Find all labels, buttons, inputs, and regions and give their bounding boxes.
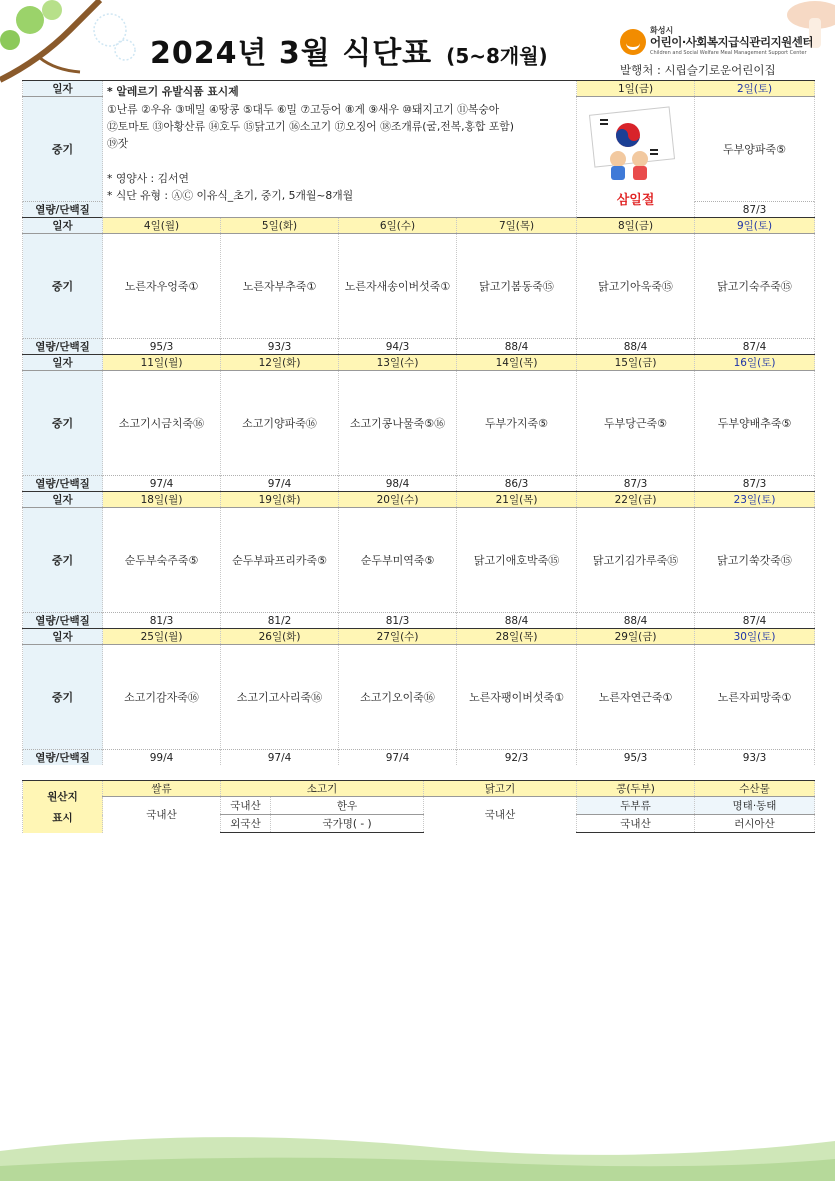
nutrition-cell: 97/4 [221, 476, 339, 492]
week4-meal-row [23, 508, 815, 613]
meal-label: 중기 [23, 97, 103, 202]
nutrition-cell: 99/4 [103, 750, 221, 766]
meal-cell: 노른자연근죽① [577, 645, 695, 750]
meal-cell: 노른자팽이버섯죽① [457, 645, 577, 750]
day-date: 6일(수) [339, 218, 457, 234]
nutrition-cell: 95/3 [103, 339, 221, 355]
origin-seafood-header: 수산물 [695, 781, 815, 797]
nutrition-label: 열량/단백질 [23, 339, 103, 355]
beef-domestic-value: 한우 [271, 797, 424, 815]
day-date: 14일(목) [457, 355, 577, 371]
date-label: 일자 [23, 492, 103, 508]
day-date: 7일(목) [457, 218, 577, 234]
nutrition-cell: 97/4 [221, 750, 339, 766]
day-date: 19일(화) [221, 492, 339, 508]
day-date: 28일(목) [457, 629, 577, 645]
meal-cell: 두부양파죽⑤ [695, 97, 815, 202]
week2-nutrition-row [23, 339, 815, 355]
nutrition-cell: 88/4 [577, 613, 695, 629]
meal-cell: 소고기고사리죽⑯ [221, 645, 339, 750]
week5-date-row [23, 629, 815, 645]
meal-cell: 순두부파프리카죽⑤ [221, 508, 339, 613]
origin-label-line2: 표시 [52, 811, 73, 824]
day-date: 4일(월) [103, 218, 221, 234]
beef-domestic-label: 국내산 [221, 797, 271, 815]
date-label: 일자 [23, 81, 103, 97]
meal-cell: 소고기감자죽⑯ [103, 645, 221, 750]
day-date: 9일(토) [695, 218, 815, 234]
day-date: 25일(월) [103, 629, 221, 645]
day-date: 18일(월) [103, 492, 221, 508]
taegukgi-illustration [588, 103, 684, 189]
dietitian: * 영양사 : 김서연 [107, 172, 189, 185]
smile-logo-icon [620, 29, 646, 55]
meal-label: 중기 [23, 645, 103, 750]
meal-label: 중기 [23, 234, 103, 339]
nutrition-cell: 88/4 [577, 339, 695, 355]
nutrition-cell: 98/4 [339, 476, 457, 492]
week1-date-row [23, 81, 815, 97]
origin-bean-sub: 두부류 [577, 797, 695, 815]
nutrition-cell: 97/4 [103, 476, 221, 492]
day-date: 20일(수) [339, 492, 457, 508]
day-date: 5일(화) [221, 218, 339, 234]
date-label: 일자 [23, 355, 103, 371]
nutrition-cell: 94/3 [339, 339, 457, 355]
meal-cell: 노른자우엉죽① [103, 234, 221, 339]
nutrition-cell: 88/4 [457, 613, 577, 629]
nutrition-label: 열량/단백질 [23, 202, 103, 218]
publisher: 발행처 : 시립슬기로운어린이집 [620, 63, 776, 77]
day-date: 26일(화) [221, 629, 339, 645]
meal-cell: 순두부미역죽⑤ [339, 508, 457, 613]
meal-cell: 노른자피망죽① [695, 645, 815, 750]
week4-date-row [23, 492, 815, 508]
beef-foreign-value: 국가명( - ) [271, 815, 424, 833]
week5-nutrition-row [23, 750, 815, 766]
allergen-line-2: ⑫토마토 ⑬아황산류 ⑭호두 ⑮닭고기 ⑯소고기 ⑰오징어 ⑱조개류(굴,전복,홍합 포함) [107, 120, 514, 133]
week5-meal-row [23, 645, 815, 750]
day-date: 29일(금) [577, 629, 695, 645]
nutrition-cell: 92/3 [457, 750, 577, 766]
origin-chicken-header: 닭고기 [424, 781, 577, 797]
origin-label-line1: 원산지 [47, 790, 78, 803]
meal-type: * 식단 유형 : ⒶⒸ 이유식_초기, 중기, 5개월~8개월 [107, 189, 354, 202]
nutrition-label: 열량/단백질 [23, 476, 103, 492]
day-date: 11일(월) [103, 355, 221, 371]
nutrition-cell: 97/4 [339, 750, 457, 766]
day-date: 21일(목) [457, 492, 577, 508]
meal-cell: 소고기오이죽⑯ [339, 645, 457, 750]
date-label: 일자 [23, 629, 103, 645]
center-logo [620, 25, 820, 61]
week3-date-row [23, 355, 815, 371]
origin-bean-value: 국내산 [577, 815, 695, 833]
meal-cell: 닭고기김가루죽⑮ [577, 508, 695, 613]
allergen-notice [103, 81, 577, 218]
nutrition-cell: 95/3 [577, 750, 695, 766]
nutrition-cell: 81/3 [339, 613, 457, 629]
meal-label: 중기 [23, 508, 103, 613]
holiday-label: 삼일절 [616, 193, 655, 208]
meal-cell: 닭고기봄동죽⑮ [457, 234, 577, 339]
nutrition-cell: 87/4 [695, 339, 815, 355]
meal-cell: 두부양배추죽⑤ [695, 371, 815, 476]
meal-cell: 두부가지죽⑤ [457, 371, 577, 476]
nutrition-cell: 87/3 [577, 476, 695, 492]
logo-name-en: Children and Social Welfare Meal Management Support Center [650, 50, 807, 56]
meal-cell: 닭고기숙주죽⑮ [695, 234, 815, 339]
nutrition-label: 열량/단백질 [23, 750, 103, 766]
meal-cell: 소고기콩나물죽⑤⑯ [339, 371, 457, 476]
day-date: 27일(수) [339, 629, 457, 645]
meal-cell: 노른자부추죽① [221, 234, 339, 339]
nutrition-cell: 86/3 [457, 476, 577, 492]
meal-cell: 닭고기아욱죽⑮ [577, 234, 695, 339]
week4-nutrition-row [23, 613, 815, 629]
nutrition-cell: 93/3 [221, 339, 339, 355]
origin-chicken-value: 국내산 [424, 797, 577, 833]
origin-beef-header: 소고기 [221, 781, 424, 797]
title-block [150, 28, 620, 73]
nutrition-cell: 81/3 [103, 613, 221, 629]
logo-city: 화성시 [650, 26, 674, 35]
origin-row-1 [23, 797, 815, 815]
week3-meal-row [23, 371, 815, 476]
beef-foreign-label: 외국산 [221, 815, 271, 833]
holiday-cell [577, 97, 695, 218]
nutrition-label: 열량/단백질 [23, 613, 103, 629]
day-date: 2일(토) [695, 81, 815, 97]
day-date: 23일(토) [695, 492, 815, 508]
day-date: 12일(화) [221, 355, 339, 371]
meal-label: 중기 [23, 371, 103, 476]
nutrition-cell: 87/3 [695, 202, 815, 218]
day-date: 8일(금) [577, 218, 695, 234]
nutrition-cell: 93/3 [695, 750, 815, 766]
day-date: 22일(금) [577, 492, 695, 508]
week3-nutrition-row [23, 476, 815, 492]
origin-seafood-value: 러시아산 [695, 815, 815, 833]
origin-rice-value: 국내산 [103, 797, 221, 833]
date-label: 일자 [23, 218, 103, 234]
allergen-notice-title: * 알레르기 유발식품 표시제 [107, 85, 239, 98]
page-subtitle: (5~8개월) [446, 44, 548, 68]
meal-cell: 두부당근죽⑤ [577, 371, 695, 476]
grass-decoration [0, 1121, 835, 1181]
meal-cell: 닭고기애호박죽⑮ [457, 508, 577, 613]
origin-table [22, 780, 815, 833]
origin-header-row [23, 781, 815, 797]
allergen-line-3: ⑲잣 [107, 137, 129, 150]
day-date: 30일(토) [695, 629, 815, 645]
origin-label [23, 781, 103, 833]
nutrition-cell: 87/4 [695, 613, 815, 629]
day-date: 16일(토) [695, 355, 815, 371]
origin-bean-header: 콩(두부) [577, 781, 695, 797]
menu-table [22, 80, 815, 765]
week2-meal-row [23, 234, 815, 339]
day-date: 1일(금) [577, 81, 695, 97]
nutrition-cell: 88/4 [457, 339, 577, 355]
meal-cell: 순두부숙주죽⑤ [103, 508, 221, 613]
meal-cell: 노른자새송이버섯죽① [339, 234, 457, 339]
day-date: 15일(금) [577, 355, 695, 371]
logo-name: 어린이·사회복지급식관리지원센터 [650, 35, 814, 49]
nutrition-cell: 81/2 [221, 613, 339, 629]
allergen-line-1: ①난류 ②우유 ③메밀 ④땅콩 ⑤대두 ⑥밀 ⑦고등어 ⑧게 ⑨새우 ⑩돼지고기 ⑪복숭아 [107, 103, 500, 116]
page-title: 2024년 3월 식단표 [150, 36, 433, 71]
meal-cell: 닭고기쑥갓죽⑮ [695, 508, 815, 613]
meal-cell: 소고기시금치죽⑯ [103, 371, 221, 476]
day-date: 13일(수) [339, 355, 457, 371]
meal-cell: 소고기양파죽⑯ [221, 371, 339, 476]
origin-seafood-sub: 명태·동태 [695, 797, 815, 815]
week2-date-row [23, 218, 815, 234]
origin-rice-header: 쌀류 [103, 781, 221, 797]
nutrition-cell: 87/3 [695, 476, 815, 492]
